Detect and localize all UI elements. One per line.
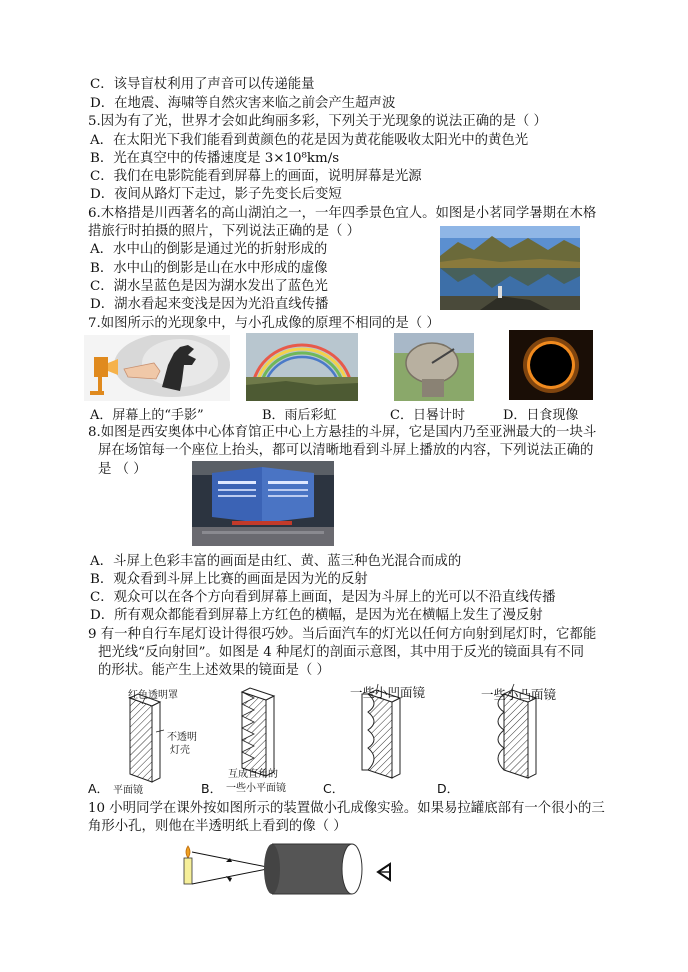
q8-stem-line1: 8.如图是西安奥体中心体育馆正中心上方悬挂的斗屏，它是国内乃至亚洲最大的一块斗 — [88, 425, 597, 440]
solar-eclipse-photo — [509, 330, 593, 400]
q8-option-b: B．观众看到斗屏上比赛的画面是因为光的反射 — [90, 572, 368, 587]
q8-stem-line3: 是 （ ） — [98, 462, 147, 477]
lake-photo — [440, 226, 580, 310]
label-opaque-line2: 灯壳 — [170, 745, 190, 756]
q6-option-d: D．湖水看起来变浅是因为光沿直线传播 — [90, 297, 329, 312]
q9-stem-line3: 的形状。能产生上述效果的镜面是（ ） — [98, 663, 330, 678]
diagram-a-flat-mirror — [130, 694, 164, 782]
label-opaque-line1: 不透明 — [167, 732, 197, 743]
q7-option-c: C．日晷计时 — [390, 408, 465, 423]
q6-stem-line1: 6.木格措是川西著名的高山湖泊之一，一年四季景色宜人。如图是小茗同学暑期在木格 — [88, 206, 597, 221]
q8-option-a: A．斗屏上色彩丰富的画面是由红、黄、蓝三种色光混合而成的 — [90, 554, 462, 569]
q8-option-d: D．所有观众都能看到屏幕上方红色的横幅，是因为光在横幅上发生了漫反射 — [90, 608, 543, 623]
q7-option-d: D．日食现像 — [503, 408, 579, 423]
diagram-b-letter: B． — [201, 781, 223, 796]
q4-option-d: D．在地震、海啸等自然灾害来临之前会产生超声波 — [90, 96, 396, 111]
q9-stem-line2: 把光线“反向射回”。如图是 4 种尾灯的剖面示意图，其中用于反光的镜面具有不同 — [98, 645, 585, 660]
q5-option-c: C．我们在电影院能看到屏幕上的画面，说明屏幕是光源 — [90, 169, 422, 184]
q8-stem-line2: 屏在场馆每一个座位上抬头，都可以清晰地看到斗屏上播放的内容，下列说法正确的 — [98, 443, 594, 458]
sundial-photo — [394, 333, 474, 401]
diagram-a-label: 平面镜 — [113, 785, 143, 796]
triangle-hole-icon — [378, 864, 390, 880]
can-cylinder — [264, 844, 362, 894]
candle-icon — [184, 846, 192, 884]
q4-option-c: C．该导盲杖利用了声音可以传递能量 — [90, 77, 315, 92]
diagram-b-corner-mirrors — [242, 688, 274, 776]
q5-option-a: A．在太阳光下我们能看到黄颜色的花是因为黄花能吸收太阳光中的黄色光 — [90, 133, 529, 148]
diagram-d-label: 一些小凸面镜 — [481, 687, 557, 702]
q10-stem-line2: 角形小孔，则他在半透明纸上看到的像（ ） — [88, 819, 347, 834]
q6-option-a: A．水中山的倒影是通过光的折射形成的 — [90, 242, 328, 257]
q5-option-b: B．光在真空中的传播速度是 3×10⁸km/s — [90, 151, 340, 166]
q6-option-c: C．湖水呈蓝色是因为湖水发出了蓝色光 — [90, 279, 328, 294]
diagram-a-letter: A． — [88, 781, 110, 796]
stadium-screen-photo — [192, 461, 334, 546]
diagram-b-label-line1: 互成直角的 — [228, 769, 278, 780]
q7-option-b: B．雨后彩虹 — [262, 408, 337, 423]
q7-option-a: A．屏幕上的“手影” — [90, 408, 204, 423]
q6-stem-line2: 措旅行时拍摄的照片，下列说法正确的是（ ） — [88, 224, 361, 239]
q8-option-c: C．观众可以在各个方向看到屏幕上画面，是因为斗屏上的光可以不沿直线传播 — [90, 590, 556, 605]
diagram-b-label-line2: 一些小平面镜 — [226, 783, 286, 794]
hand-shadow-photo — [84, 335, 230, 401]
label-red-transparent-cover: 红色透明罩 — [128, 690, 178, 701]
pinhole-camera-diagram — [180, 838, 410, 900]
q10-stem-line1: 10 小明同学在课外按如图所示的装置做小孔成像实验。如果易拉罐底部有一个很小的三 — [88, 801, 605, 816]
q5-option-d: D．夜间从路灯下走过，影子先变长后变短 — [90, 187, 342, 202]
diagram-c-label: 一些小凹面镜 — [350, 685, 426, 700]
diagram-c-letter: C． — [323, 781, 345, 796]
diagram-d-letter: D． — [437, 781, 460, 796]
q7-stem: 7.如图所示的光现象中，与小孔成像的原理不相同的是（ ） — [88, 316, 440, 331]
rainbow-photo — [246, 333, 358, 401]
q6-option-b: B．水中山的倒影是山在水中形成的虚像 — [90, 261, 328, 276]
q9-stem-line1: 9 有一种自行车尾灯设计得很巧妙。当后面汽车的灯光以任何方向射到尾灯时，它都能 — [88, 627, 597, 642]
q5-stem: 5.因为有了光，世界才会如此绚丽多彩，下列关于光现象的说法正确的是（ ） — [88, 114, 547, 129]
